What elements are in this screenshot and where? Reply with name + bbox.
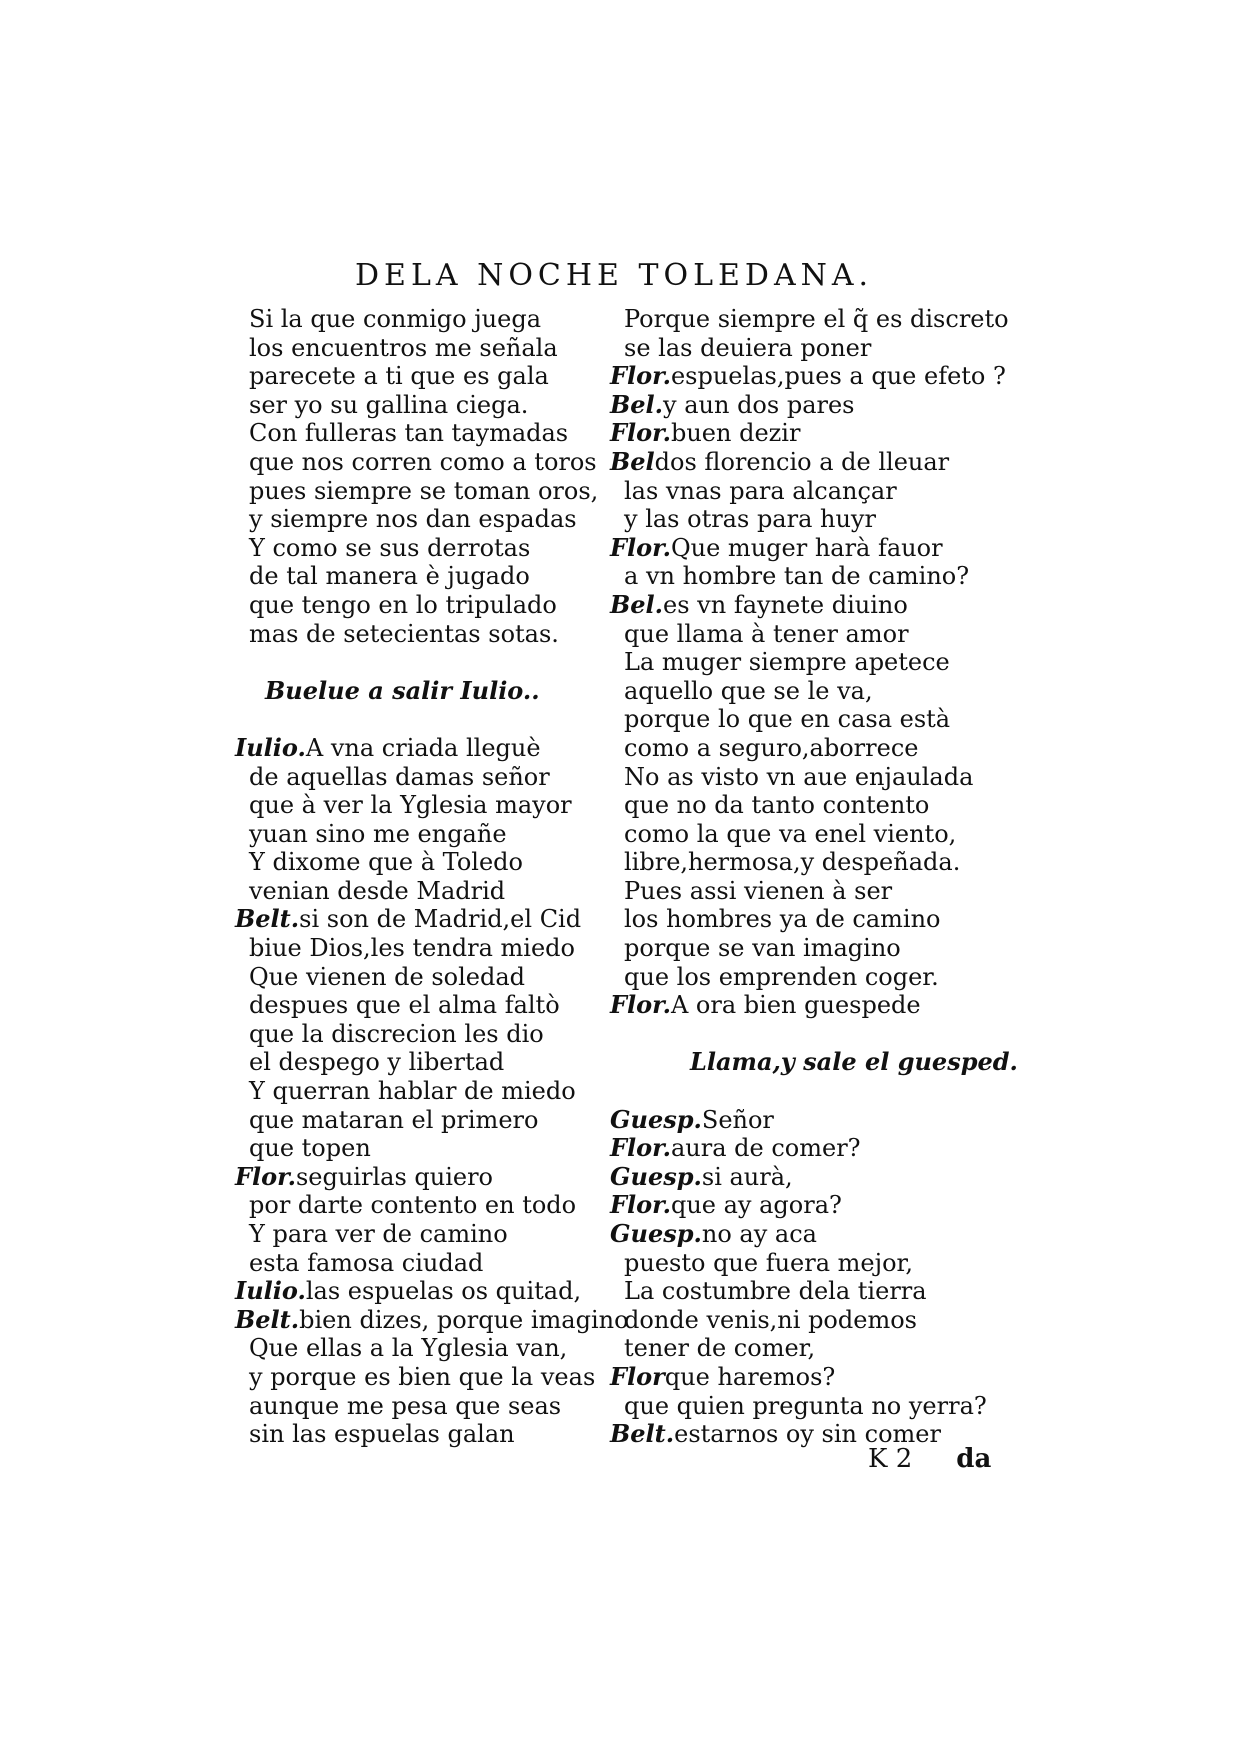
speaker-name: Guesp. [610,1104,702,1134]
speech-line [610,534,1010,563]
verse-text: el despego y libertad [249,1048,505,1077]
verse-line [235,305,620,334]
verse-line [610,848,1010,877]
verse-text: buen dezir [670,419,801,448]
verse-text: porque se van imagino [624,934,901,963]
speaker-name: Bel [610,446,655,476]
speech-line [235,1277,620,1306]
speaker-name: Flor. [610,361,671,391]
verse-text: pues siempre se toman oros, [249,476,599,505]
verse-line [235,477,620,506]
speech-line [610,448,1010,477]
verse-text: que quien pregunta no yerra? [624,1391,987,1420]
verse-line [235,448,620,477]
verse-line [610,763,1010,792]
speaker-name: Flor. [610,532,671,562]
verse-line [610,334,1010,363]
speech-line [610,362,1010,391]
speech-line [235,905,620,934]
verse-line [610,1334,1010,1363]
verse-line [235,562,620,591]
verse-text: ser yo su gallina ciega. [249,390,529,419]
speech-line [610,1363,1010,1392]
verse-text: A ora bien guespede [670,991,921,1020]
verse-text: estarnos oy sin comer [674,1420,941,1449]
verse-text: que llama à tener amor [624,619,909,648]
verse-text: aunque me pesa que seas [249,1391,562,1420]
blank-line [235,705,620,734]
verse-line [235,1077,620,1106]
verse-text: A vna criada lleguè [305,733,541,762]
verse-line [235,820,620,849]
verse-line [610,1277,1010,1306]
verse-line [235,1106,620,1135]
verse-text: de tal manera è jugado [249,562,530,591]
verse-text: Porque siempre el q̃ es discreto [624,305,1009,333]
speech-line [610,1106,1010,1135]
verse-line [610,1249,1010,1278]
verse-line [235,848,620,877]
speech-line [610,1220,1010,1249]
verse-line [235,1392,620,1421]
verse-line [235,1134,620,1163]
verse-line [610,905,1010,934]
verse-line [610,562,1010,591]
verse-line [610,791,1010,820]
verse-text: puesto que fuera mejor, [624,1248,913,1277]
verse-line [235,362,620,391]
verse-line [235,791,620,820]
verse-text: de aquellas damas señor [249,762,550,791]
verse-text: aura de comer? [670,1134,861,1163]
verse-text: que tengo en lo tripulado [249,590,557,619]
blank-line [610,1020,1010,1049]
speech-line [235,1163,620,1192]
speaker-name: Iulio. [235,1276,306,1306]
verse-line [610,934,1010,963]
verse-line [235,1048,620,1077]
verse-text: que mataran el primero [249,1105,539,1134]
verse-line [235,419,620,448]
verse-text: Que ellas a la Yglesia van, [249,1334,568,1363]
verse-line [610,963,1010,992]
verse-text: que los emprenden coger. [624,962,939,991]
speech-line [610,991,1010,1020]
verse-line [235,1220,620,1249]
verse-text: porque lo que en casa està [624,705,951,734]
right-column [610,305,1018,1449]
speech-line [235,1304,629,1335]
verse-text: yuan sino me engañe [249,819,507,848]
verse-text: Si la que conmigo juega [249,305,542,333]
verse-text: y las otras para huyr [624,505,876,534]
page-footer [868,1444,991,1474]
verse-line [610,648,1010,677]
verse-line [235,963,620,992]
verse-line [610,877,1010,906]
speech-line [610,591,1010,620]
verse-line [610,505,1010,534]
speaker-name: Belt. [235,904,300,934]
speaker-name: Flor. [610,990,671,1020]
verse-line [235,1191,620,1220]
running-head: DELA NOCHE TOLEDANA. [355,258,874,293]
verse-text: dos florencio a de lleuar [654,447,950,476]
verse-text: que la discrecion les dio [249,1019,544,1048]
verse-text: Y dixome que à Toledo [249,848,523,877]
verse-line [610,820,1010,849]
verse-text: Y para ver de camino [249,1220,508,1248]
stage-direction: Llama,y sale el guesped. [690,1047,1018,1077]
verse-text: que ay agora? [670,1191,842,1220]
verse-text: biue Dios,les tendra miedo [249,934,575,963]
blank-line [610,1077,1010,1106]
speech-line [610,1134,1010,1163]
verse-text: a vn hombre tan de camino? [624,562,970,591]
speaker-name: Bel. [610,389,664,419]
speaker-name: Guesp. [610,1219,702,1248]
speaker-name: Flor. [610,418,671,448]
verse-text: seguirlas quiero [295,1162,494,1191]
verse-text: es vn faynete diuino [663,590,908,619]
stage-direction: Buelue a salir Iulio.. [265,675,540,705]
verse-text: Que vienen de soledad [249,962,526,991]
signature-mark: K 2 [868,1444,913,1474]
verse-text: La costumbre dela tierra [624,1277,927,1306]
speaker-name: Flor. [610,1190,671,1220]
verse-line [610,1392,1010,1421]
verse-text: no ay aca [701,1220,817,1248]
verse-text: parecete a ti que es gala [249,362,549,391]
verse-line [235,591,620,620]
verse-line [610,677,1010,706]
verse-text: que nos corren como a toros [249,447,597,476]
verse-text: los encuentros me señala [249,333,558,362]
verse-text: aquello que se le va, [624,676,873,705]
verse-text: las vnas para alcançar [624,476,897,505]
verse-text: tener de comer, [624,1334,816,1363]
verse-line [235,1363,620,1392]
verse-line [610,1306,1010,1335]
verse-line [235,534,620,563]
verse-text: como a seguro,aborrece [624,733,919,762]
verse-text: que haremos? [664,1362,836,1391]
speech-line [610,419,1010,448]
verse-text: como la que va enel viento, [624,819,957,848]
verse-text: Pues assi vienen à ser [624,876,893,905]
verse-text: Y como se sus derrotas [249,533,531,562]
verse-line [235,1020,620,1049]
verse-text: esta famosa ciudad [249,1248,484,1277]
verse-text: despues que el alma faltò [249,991,560,1020]
blank-line [235,648,620,677]
verse-text: No as visto vn aue enjaulada [624,762,974,791]
verse-line [610,477,1010,506]
verse-text: si son de Madrid,el Cid [299,905,582,934]
verse-text: espuelas,pues a que efeto ? [670,362,1006,391]
verse-line [610,305,1010,334]
catchword: da [956,1444,992,1474]
speaker-name: Flor. [235,1161,296,1191]
verse-text: si aurà, [701,1162,793,1191]
verse-line [235,391,620,420]
verse-text: que topen [249,1134,371,1163]
verse-text: se las deuiera poner [624,333,872,362]
left-column [235,305,629,1449]
verse-line [610,620,1010,649]
verse-text: Y querran hablar de miedo [249,1077,576,1106]
verse-line [235,505,620,534]
verse-text: Con fulleras tan taymadas [249,419,569,448]
verse-line [235,620,620,649]
verse-text: libre,hermosa,y despeñada. [624,848,961,877]
speaker-name: Flor [610,1361,665,1391]
speech-line [610,391,1010,420]
verse-text: sin las espuelas galan [249,1420,515,1449]
verse-text: bien dizes, porque imagino [299,1305,629,1334]
verse-line [235,877,620,906]
speech-line [235,734,620,763]
verse-text: por darte contento en todo [249,1191,577,1220]
verse-text: que à ver la Yglesia mayor [249,791,572,820]
verse-text: Señor [701,1105,774,1134]
verse-line [235,1420,620,1449]
speaker-name: Guesp. [610,1161,702,1191]
speech-line [610,1191,1010,1220]
verse-line [235,1249,620,1278]
verse-text: La muger siempre apetece [624,648,950,677]
verse-text: y porque es bien que la veas [249,1362,596,1391]
verse-text: y aun dos pares [663,390,855,419]
speaker-name: Belt. [610,1419,675,1449]
verse-text: y siempre nos dan espadas [249,505,577,534]
verse-text: donde venis,ni podemos [624,1305,917,1334]
verse-line [235,763,620,792]
verse-text: venian desde Madrid [249,876,506,905]
verse-line [235,934,620,963]
verse-line [610,705,1010,734]
verse-text: mas de setecientas sotas. [249,619,559,648]
speaker-name: Flor. [610,1133,671,1163]
speaker-name: Belt. [235,1304,300,1334]
speaker-name: Iulio. [235,732,306,762]
speaker-name: Bel. [610,589,664,619]
verse-text: Que muger harà fauor [670,533,943,562]
speech-line [610,1163,1010,1192]
verse-line [235,1334,620,1363]
verse-text: los hombres ya de camino [624,905,941,934]
verse-line [235,991,620,1020]
verse-line [235,334,620,363]
verse-text: las espuelas os quitad, [305,1277,582,1306]
verse-text: que no da tanto contento [624,791,930,820]
verse-line [610,734,1010,763]
